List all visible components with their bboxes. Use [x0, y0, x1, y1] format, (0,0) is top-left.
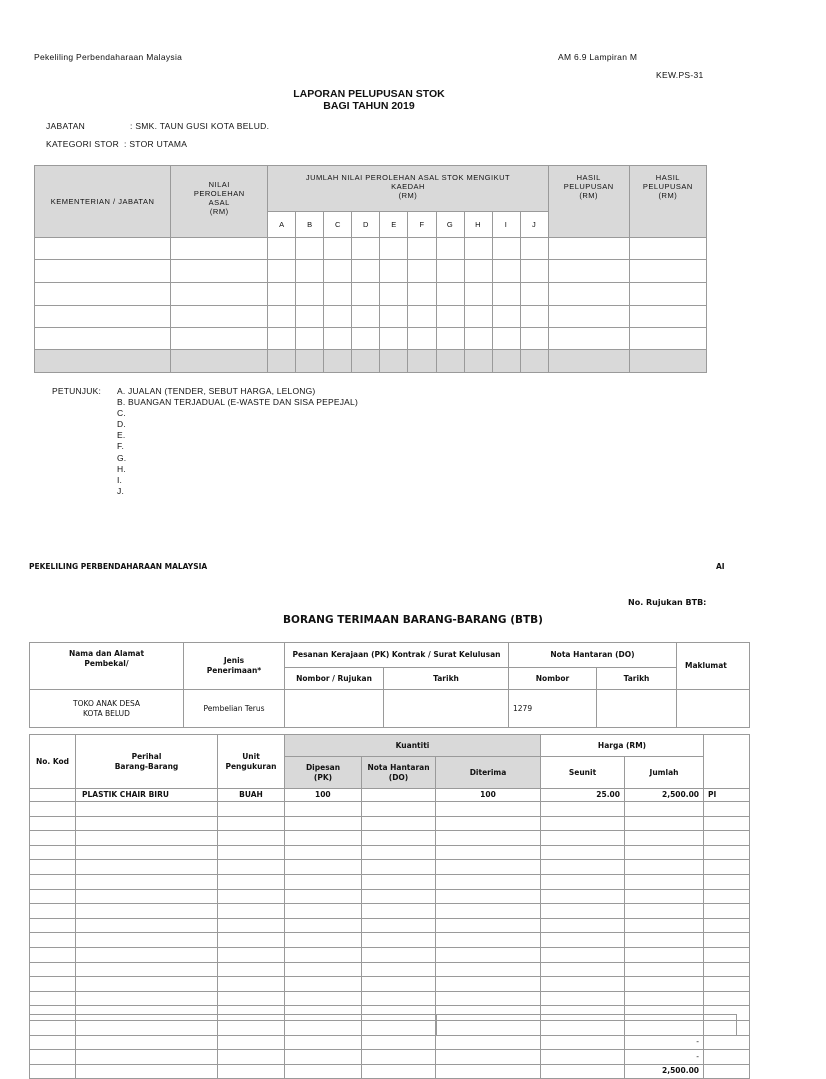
btb-title: BORANG TERIMAAN BARANG-BARANG (BTB): [283, 614, 543, 626]
table-row: [30, 947, 750, 962]
supplier-name: TOKO ANAK DESA KOTA BELUD: [30, 690, 184, 728]
table-row: [30, 904, 750, 919]
signature-box: [29, 1014, 437, 1036]
method-c: C: [324, 212, 352, 238]
appendix-ref: AM 6.9 Lampiran M: [558, 52, 638, 62]
header-nombor-do: Nombor: [509, 668, 597, 690]
item-unit: BUAH: [218, 789, 285, 802]
header-diterima: Diterima: [436, 757, 541, 789]
method-e: E: [380, 212, 408, 238]
subtotal-dash: -: [625, 1035, 704, 1050]
table-row: [30, 1050, 750, 1065]
method-j: J: [520, 212, 548, 238]
list-item: A. JUALAN (TENDER, SEBUT HARGA, LELONG): [117, 386, 316, 396]
jabatan-value: : SMK. TAUN GUSI KOTA BELUD.: [130, 121, 270, 131]
header-seunit: Seunit: [541, 757, 625, 789]
header-harga: Harga (RM): [541, 735, 704, 757]
list-item: F.: [117, 441, 125, 452]
header-pesanan-kerajaan: Pesanan Kerajaan (PK) Kontrak / Surat Kelulusan: [285, 643, 509, 668]
item-description: PLASTIK CHAIR BIRU: [76, 789, 218, 802]
grand-total: 2,500.00: [625, 1064, 704, 1079]
header-tarikh-do: Tarikh: [597, 668, 677, 690]
supplier-table: [29, 642, 750, 728]
form-code: KEW.PS-31: [656, 70, 704, 80]
method-d: D: [352, 212, 380, 238]
list-item: E.: [117, 430, 126, 441]
table-row: [30, 860, 750, 875]
signature-box: [435, 1014, 737, 1036]
list-item: G.: [117, 452, 127, 463]
report-title: LAPORAN PELUPUSAN STOK: [293, 88, 445, 100]
receipt-type: Pembelian Terus: [184, 690, 285, 728]
method-b: B: [296, 212, 324, 238]
kategori-label: KATEGORI STOR: [46, 139, 120, 149]
table-row: [30, 991, 750, 1006]
header-no-kod: No. Kod: [30, 735, 76, 789]
header-hasil-pelupusan-1: HASIL PELUPUSAN (RM): [548, 166, 629, 238]
total-row: [30, 1064, 750, 1079]
table-row: [30, 889, 750, 904]
item-received: 100: [436, 789, 541, 802]
method-i: I: [492, 212, 520, 238]
header-nilai-perolehan: NILAI PEROLEHAN ASAL (RM): [171, 166, 268, 238]
table-row: [30, 962, 750, 977]
header-tarikh-pk: Tarikh: [384, 668, 509, 690]
header-nombor-rujukan: Nombor / Rujukan: [285, 668, 384, 690]
header-nota-hantaran-do: Nota Hantaran (DO): [362, 757, 436, 789]
table-row: PLASTIK CHAIR BIRU BUAH 100 100 25.00 2,500.00 PI: [30, 789, 750, 802]
do-number: 1279: [509, 690, 597, 728]
item-unit-price: 25.00: [541, 789, 625, 802]
circular-header-2: PEKELILING PERBENDAHARAAN MALAYSIA: [29, 562, 208, 571]
header-jenis-penerimaan: Jenis Penerimaan*: [184, 643, 285, 690]
table-row: [30, 816, 750, 831]
header-jumlah-kaedah: JUMLAH NILAI PEROLEHAN ASAL STOK MENGIKUT KAEDAH (RM): [268, 166, 548, 212]
table-row: [30, 977, 750, 992]
list-item: D.: [117, 419, 126, 430]
report-year: BAGI TAHUN 2019: [323, 100, 415, 112]
header-kuantiti: Kuantiti: [285, 735, 541, 757]
method-f: F: [408, 212, 436, 238]
kategori-value: : STOR UTAMA: [124, 139, 188, 149]
header-unit-pengukuran: Unit Pengukuran: [218, 735, 285, 789]
table-row: [30, 918, 750, 933]
table-row: [30, 845, 750, 860]
list-item: J.: [117, 485, 125, 496]
btb-reference-label: No. Rujukan BTB:: [628, 598, 707, 607]
header-nama-pembekal: Nama dan Alamat Pembekal/: [30, 643, 184, 690]
item-total: 2,500.00: [625, 789, 704, 802]
list-item: H.: [117, 463, 126, 474]
petunjuk-label: PETUNJUK:: [52, 386, 102, 396]
table-row: [30, 874, 750, 889]
header-nota-hantaran: Nota Hantaran (DO): [509, 643, 677, 668]
list-item: I.: [117, 474, 123, 485]
header-kementerian: KEMENTERIAN / JABATAN: [35, 166, 171, 238]
jabatan-label: JABATAN: [46, 121, 86, 131]
appendix-ref-2: AI: [716, 562, 725, 571]
table-row: [30, 831, 750, 846]
header-hasil-pelupusan-2: HASIL PELUPUSAN (RM): [629, 166, 706, 238]
item-ordered: 100: [285, 789, 362, 802]
header-perihal: Perihal Barang-Barang: [76, 735, 218, 789]
header-jumlah: Jumlah: [625, 757, 704, 789]
table-row: [30, 1035, 750, 1050]
method-a: A: [268, 212, 296, 238]
circular-header: Pekeliling Perbendaharaan Malaysia: [34, 52, 183, 62]
list-item: B. BUANGAN TERJADUAL (E-WASTE DAN SISA PEPEJAL): [117, 397, 358, 408]
table-row: [30, 933, 750, 948]
subtotal-dash: -: [625, 1050, 704, 1065]
table-row: [30, 802, 750, 817]
method-h: H: [464, 212, 492, 238]
header-dipesan: Dipesan (PK): [285, 757, 362, 789]
method-g: G: [436, 212, 464, 238]
list-item: C.: [117, 408, 126, 419]
header-maklumat: Maklumat: [677, 643, 750, 690]
